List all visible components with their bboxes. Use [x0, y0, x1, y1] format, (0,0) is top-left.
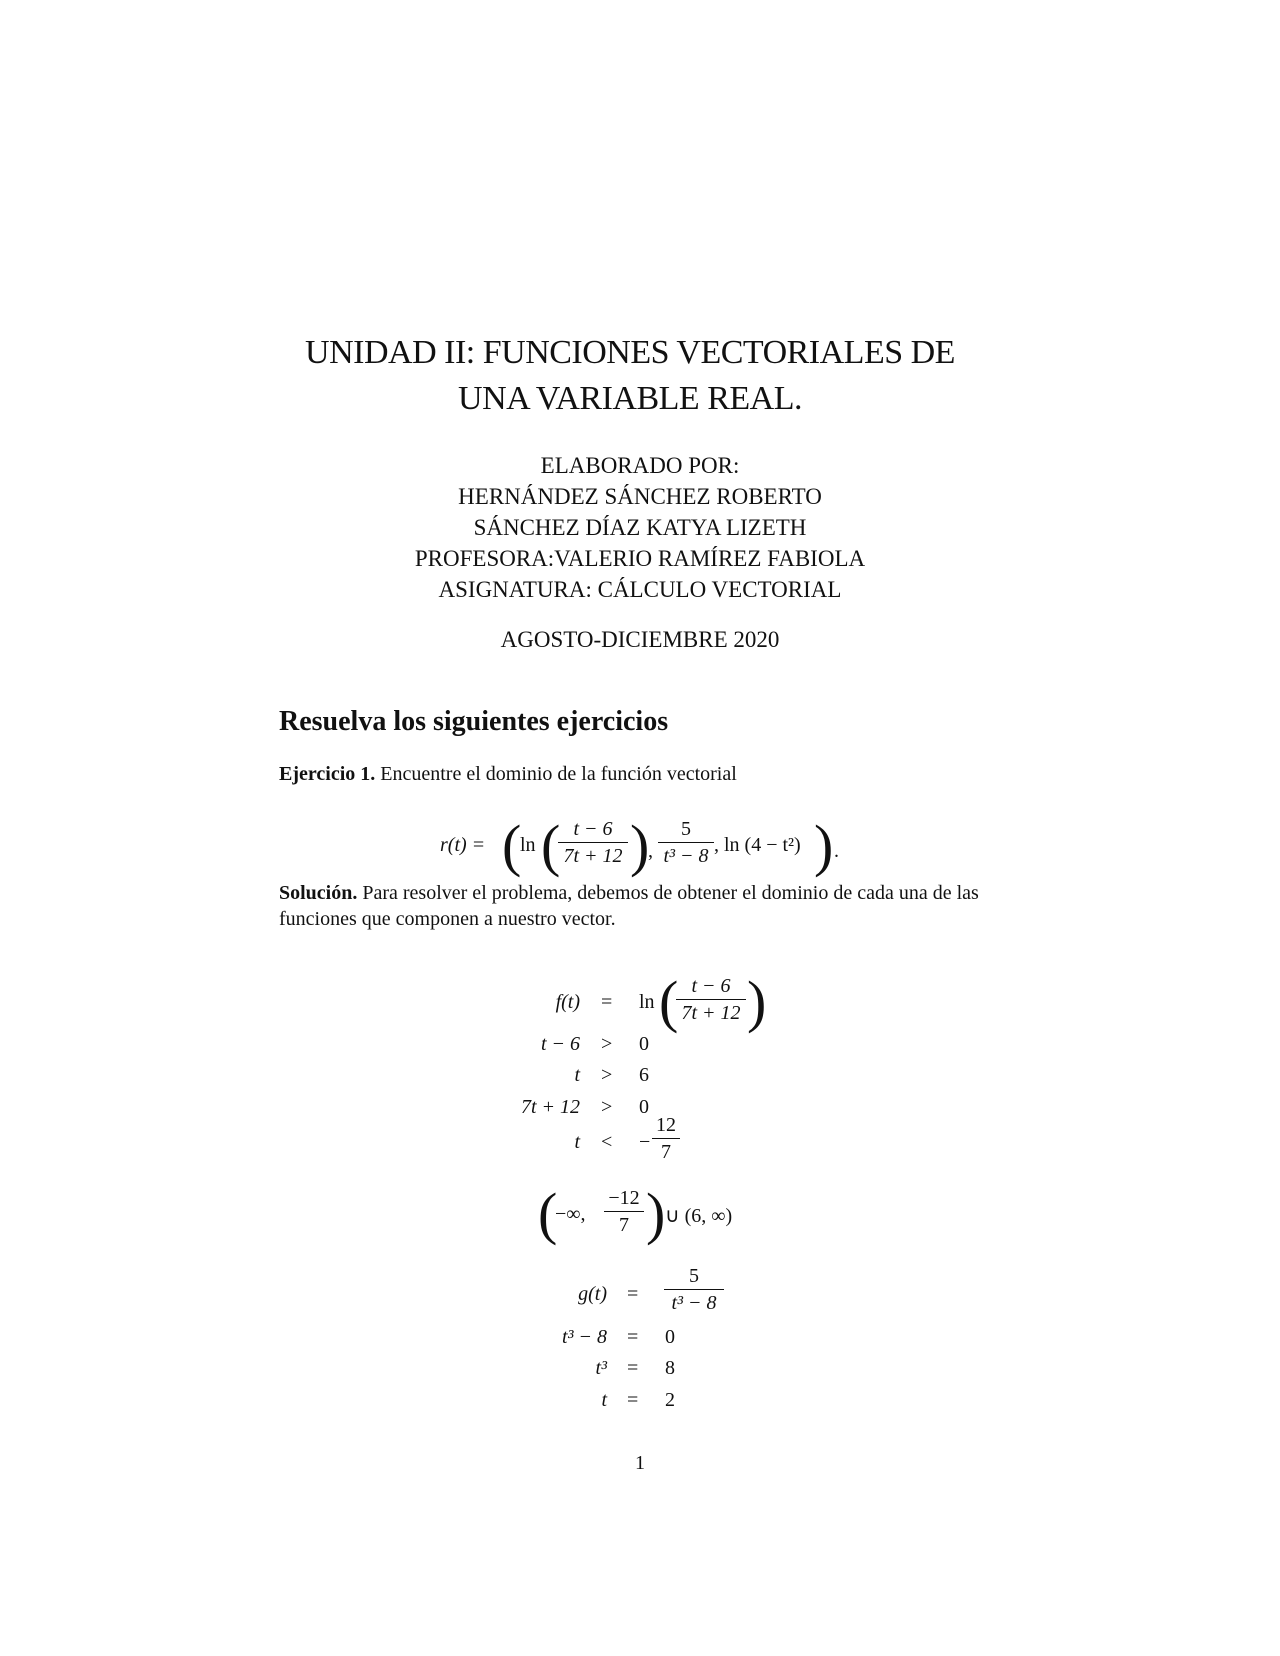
g-row-1-lhs: t³ − 8: [561, 1326, 607, 1348]
interval-paren-right: ): [646, 1181, 666, 1246]
document-date: AGOSTO-DICIEMBRE 2020: [500, 627, 780, 652]
eq-lhs: r(t) =: [440, 834, 486, 856]
g-fraction: [664, 1265, 724, 1314]
f-limit-num: 12: [656, 1114, 676, 1136]
title-line-2: UNA VARIABLE REAL.: [458, 380, 802, 417]
g-row-2-rhs: 8: [665, 1357, 675, 1379]
f-row-0-lhs: f(t): [555, 991, 580, 1013]
section-title: Resuelva los siguientes ejercicios: [279, 706, 669, 737]
eq-inner-paren-left: (: [541, 813, 561, 878]
f-row-2-rhs: 6: [639, 1064, 649, 1086]
interval-bar: [604, 1211, 644, 1212]
f-limit-fraction: [652, 1114, 680, 1163]
f-frac-num: t − 6: [691, 975, 731, 997]
eq-frac1-bar: [558, 842, 628, 843]
exercise-label: Ejercicio 1.: [279, 763, 376, 785]
f-row-0-rhs: ln: [639, 991, 655, 1013]
g-frac-num: 5: [689, 1265, 699, 1287]
interval-fraction: [604, 1187, 644, 1236]
eq-frac2-den: t³ − 8: [663, 845, 709, 867]
interval-den: 7: [619, 1214, 629, 1236]
f-row-0-op: =: [601, 991, 613, 1013]
eq-ln-1: ln: [520, 834, 536, 856]
f-fraction: [676, 975, 746, 1024]
eq-tail: , ln (4 − t²): [714, 834, 801, 856]
g-frac-bar: [664, 1289, 724, 1290]
f-row-3-lhs: 7t + 12: [520, 1096, 580, 1118]
document-title: [260, 330, 1000, 422]
g-row-1-op: =: [627, 1326, 639, 1348]
eq-frac1-num: t − 6: [573, 818, 613, 840]
subject: ASIGNATURA: CÁLCULO VECTORIAL: [438, 577, 842, 602]
f-frac-bar: [676, 999, 746, 1000]
f-limit-den: 7: [661, 1141, 671, 1163]
g-row-3-op: =: [627, 1389, 639, 1411]
g-row-1-rhs: 0: [665, 1326, 675, 1348]
authors-heading: ELABORADO POR:: [540, 453, 740, 478]
title-line-1: UNIDAD II: FUNCIONES VECTORIALES DE: [305, 334, 955, 371]
eq-outer-paren-right: ): [814, 813, 834, 878]
interval-right: ∪ (6, ∞): [665, 1205, 733, 1227]
interval-left: −∞,: [555, 1203, 586, 1225]
f-frac-den: 7t + 12: [681, 1002, 741, 1024]
author-2: SÁNCHEZ DÍAZ KATYA LIZETH: [473, 515, 807, 540]
g-row-3-rhs: 2: [665, 1389, 675, 1411]
eq-frac2-bar: [658, 842, 714, 843]
page-number: 1: [635, 1452, 645, 1474]
g-row-3-lhs: t: [601, 1389, 607, 1411]
f-row-4-op: <: [601, 1131, 613, 1153]
interval-num: −12: [608, 1187, 640, 1209]
f-paren-right: ): [747, 969, 767, 1034]
g-row-0-op: =: [627, 1283, 639, 1305]
f-row-3-op: >: [601, 1096, 613, 1118]
f-row-3-rhs: 0: [639, 1096, 649, 1118]
interval-paren-left: (: [538, 1181, 558, 1246]
eq-frac1-den: 7t + 12: [563, 845, 623, 867]
solution-text: Para resolver el problema, debemos de obtener el dominio de cada una de las funciones que componen a nuestro vector.: [279, 882, 979, 930]
author-block: [300, 450, 980, 605]
eq-comma-1: ,: [648, 840, 653, 862]
f-row-2-op: >: [601, 1064, 613, 1086]
eq-frac2-num: 5: [681, 818, 691, 840]
g-row-2-lhs: t³: [595, 1357, 607, 1379]
exercise-text: Encuentre el dominio de la función vectorial: [380, 763, 737, 785]
solution-label: Solución.: [279, 882, 358, 904]
professor: PROFESORA:VALERIO RAMÍREZ FABIOLA: [414, 546, 866, 571]
f-row-1-op: >: [601, 1033, 613, 1055]
eq-fraction-2: [658, 818, 714, 867]
exercise-paragraph: [279, 761, 999, 787]
f-row-2-lhs: t: [574, 1064, 580, 1086]
f-row-1-rhs: 0: [639, 1033, 649, 1055]
f-row-1-lhs: t − 6: [540, 1033, 580, 1055]
f-paren-left: (: [659, 969, 679, 1034]
solution-paragraph: [279, 880, 999, 932]
eq-inner-paren-right: ): [630, 813, 650, 878]
f-limit-bar: [652, 1138, 680, 1139]
f-row-4-lhs: t: [574, 1131, 580, 1153]
f-row-4-rhs: −: [639, 1131, 651, 1153]
eq-outer-paren-left: (: [502, 813, 522, 878]
g-row-2-op: =: [627, 1357, 639, 1379]
g-frac-den: t³ − 8: [671, 1292, 717, 1314]
eq-fraction-1: [558, 818, 628, 867]
eq-end: .: [834, 840, 839, 862]
g-row-0-lhs: g(t): [578, 1283, 607, 1305]
author-1: HERNÁNDEZ SÁNCHEZ ROBERTO: [458, 484, 822, 509]
